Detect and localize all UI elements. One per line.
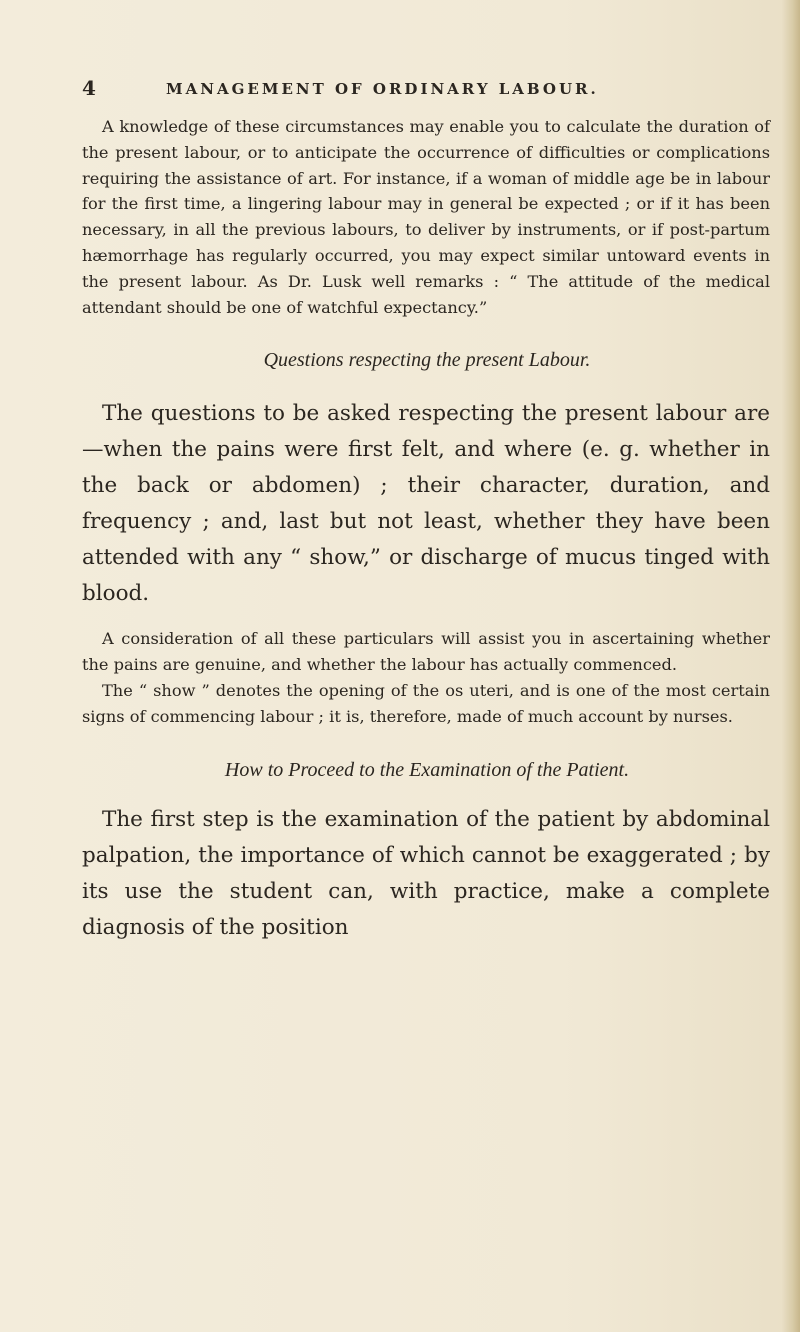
section-heading-examination: How to Proceed to the Examination of the Patient. bbox=[224, 758, 630, 781]
page-edge bbox=[782, 0, 800, 1332]
running-head: MANAGEMENT OF ORDINARY LABOUR. bbox=[166, 80, 599, 98]
page-header bbox=[82, 76, 772, 114]
paragraph-consideration: A consideration of all these particulars will assist you in ascertaining whether the pains are genuine, and whether the labour has actually commenced. bbox=[82, 629, 770, 675]
page-content bbox=[82, 76, 772, 946]
paragraph-show: The “ show ” denotes the opening of the os uteri, and is one of the most certain signs of commencing labour ; it is, therefore, made of much account by nurses. bbox=[82, 680, 770, 726]
section-heading-questions: Questions respecting the present Labour. bbox=[263, 349, 591, 372]
paragraph-questions: The questions to be asked respecting the present labour are—when the pains were first felt, and where (e. g. whether in the back or abdomen) ; their character, duration, and frequency ; and, last but not least, whether they have been attended with any “ show,” or discharge of mucus tinged with blood. bbox=[82, 401, 770, 607]
paragraph-knowledge: A knowledge of these circumstances may enable you to calculate the duration of the present labour, or to anticipate the occurrence of difficulties or complications requiring the assistance of art. For instance, if a woman of middle age be in labour for the first time, a lingering labour may in general be expected ; or if it has been necessary, in all the previous labours, to deliver by instruments, or if post-partum hæmorrhage has regularly occurred, you may expect similar untoward events in the present labour. As Dr. Lusk well remarks : “ The attitude of the medical attendant should be one of watchful expectancy.” bbox=[82, 117, 770, 317]
paragraph-first-step: The first step is the examination of the patient by abdominal palpation, the importance of which cannot be exaggerated ; by its use the student can, with practice, make a complete diagnosis of the position bbox=[82, 806, 770, 940]
page-number: 4 bbox=[82, 76, 97, 100]
